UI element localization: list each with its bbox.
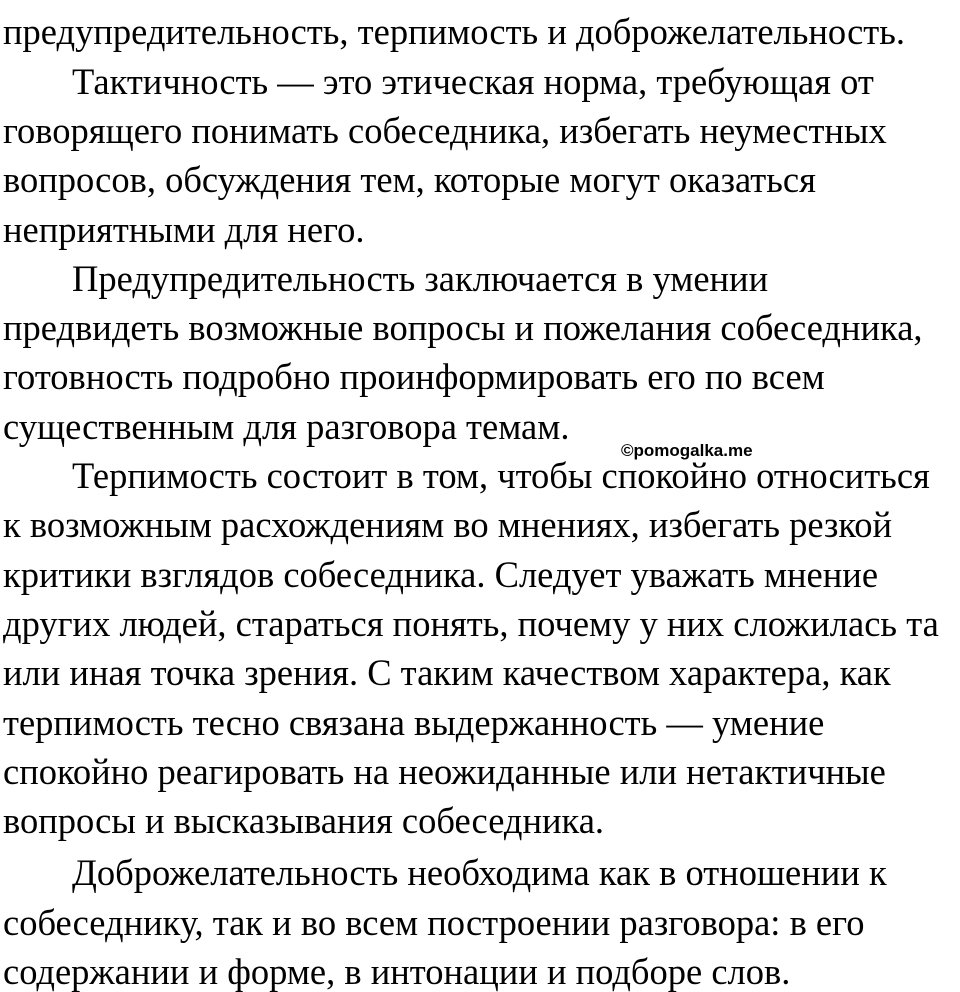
text-line: готовность подробно проинформировать его по всем xyxy=(3,356,825,397)
text-line: говорящего понимать собеседника, избегать неуместных xyxy=(3,110,887,151)
paragraph-start-benevolence: Доброжелательность необходима как в отношении к xyxy=(72,852,887,893)
text-line: вопросы и высказывания собеседника. xyxy=(3,800,605,841)
text-line: вопросов, обсуждения тем, которые могут оказаться xyxy=(3,159,816,200)
text-line: предупредительность, терпимость и доброжелательность. xyxy=(3,11,906,52)
text-line: или иная точка зрения. С таким качеством характера, как xyxy=(3,652,891,693)
paragraph-start-tolerance: Терпимость состоит в том, чтобы спокойно относиться xyxy=(72,455,930,496)
text-line: других людей, стараться понять, почему у них сложилась та xyxy=(3,603,939,644)
text-line: спокойно реагировать на неожиданные или нетактичные xyxy=(3,751,886,792)
paragraph-start-tactfulness: Тактичность — это этическая норма, требующая от xyxy=(72,61,874,102)
text-line: к возможным расхождениям во мнениях, избегать резкой xyxy=(3,504,893,545)
text-line: критики взглядов собеседника. Следует уважать мнение xyxy=(3,554,879,595)
text-line: собеседнику, так и во всем построении разговора: в его xyxy=(3,902,865,943)
text-line: существенным для разговора темам. xyxy=(3,406,570,447)
text-line: предвидеть возможные вопросы и пожелания собеседника, xyxy=(3,307,923,348)
paragraph-start-foresight: Предупредительность заключается в умении xyxy=(72,258,769,299)
text-line: неприятными для него. xyxy=(3,209,365,250)
text-line: содержании и форме, в интонации и подборе слов. xyxy=(3,951,791,992)
watermark: ©pomogalka.me xyxy=(621,441,753,460)
text-line: терпимость тесно связана выдержанность — умение xyxy=(3,702,825,743)
